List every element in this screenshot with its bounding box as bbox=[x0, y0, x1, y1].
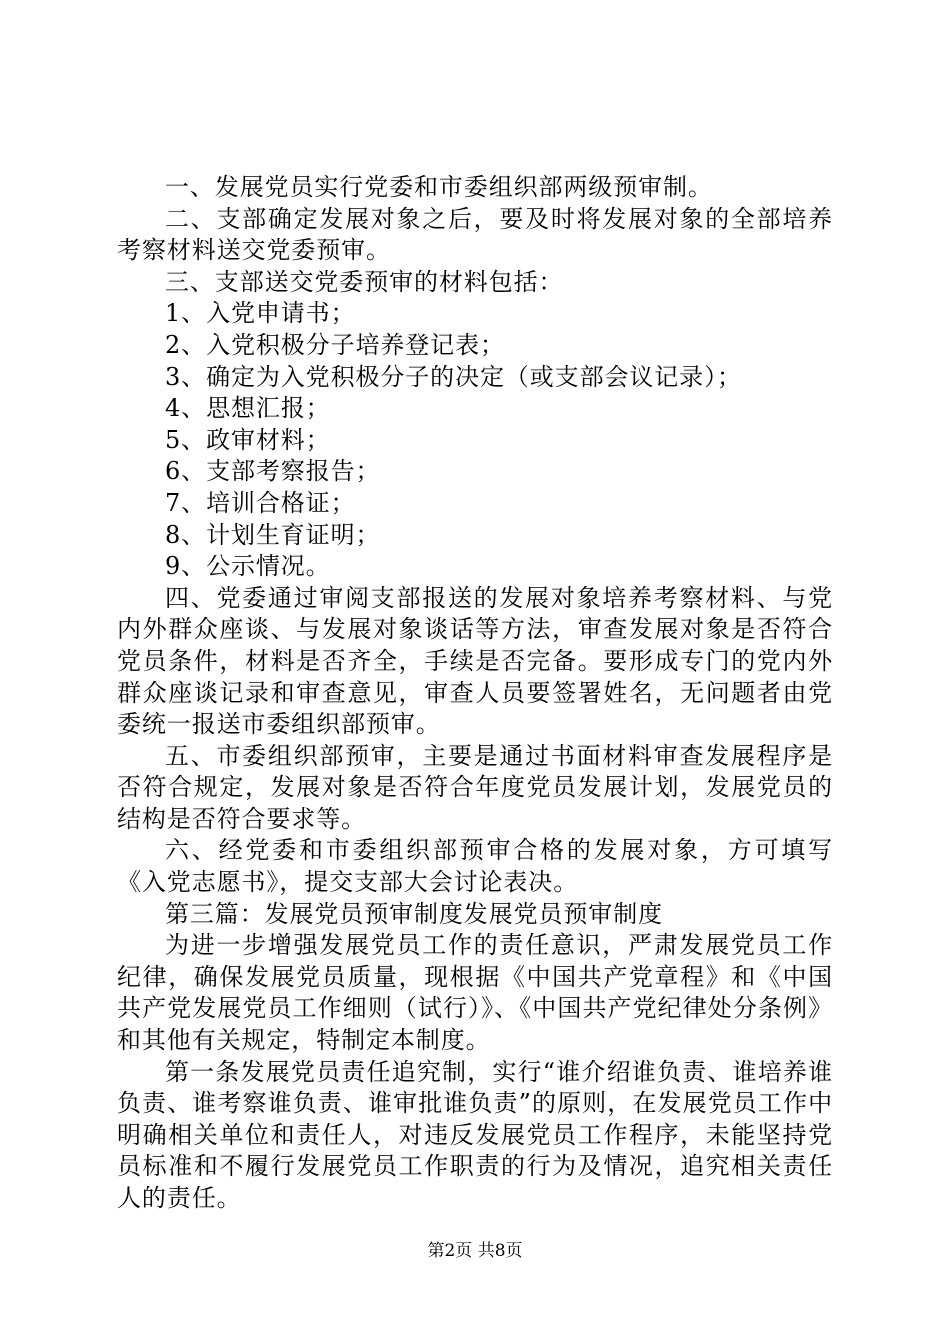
paragraph-2: 二、支部确定发展对象之后，要及时将发展对象的全部培养考察材料送交党委预审。 bbox=[117, 204, 833, 265]
paragraph-3: 三、支部送交党委预审的材料包括： bbox=[165, 267, 564, 296]
list-item-6: 6、支部考察报告； bbox=[165, 457, 381, 486]
paragraph-intro: 为进一步增强发展党员工作的责任意识，严肃发展党员工作纪律，确保发展党员质量，现根据《中国共产党章程》和《中国共产党发展党员工作细则（试行）》、《中国共产党纪律处分条例》和其他有关规定，特制定本制度。 bbox=[117, 931, 833, 1055]
paragraph-1: 一、发展党员实行党委和市委组织部两级预审制。 bbox=[165, 173, 713, 201]
list-item-7: 7、培训合格证； bbox=[165, 488, 356, 517]
list-item-8: 8、计划生育证明； bbox=[165, 520, 381, 549]
list-item-5: 5、政审材料； bbox=[165, 425, 331, 454]
list-item-9: 9、公示情况。 bbox=[165, 552, 331, 581]
paragraph-6: 六、经党委和市委组织部预审合格的发展对象，方可填写《入党志愿书》，提交支部大会讨论表决。 bbox=[117, 836, 833, 897]
list-item-4: 4、思想汇报； bbox=[165, 394, 331, 423]
page-number: 第2页 共8页 bbox=[427, 1241, 523, 1261]
paragraph-4: 四、党委通过审阅支部报送的发展对象培养考察材料、与党内外群众座谈、与发展对象谈话等方法，审查发展对象是否符合党员条件，材料是否齐全，手续是否完备。要形成专门的党内外群众座谈记录和审查意见，审查人员要签署姓名，无问题者由党委统一报送市委组织部预审。 bbox=[117, 583, 833, 739]
list-item-1: 1、入党申请书； bbox=[165, 299, 356, 328]
list-item-3: 3、确定为入党积极分子的决定（或支部会议记录）； bbox=[165, 362, 742, 391]
document-body bbox=[117, 172, 833, 1215]
paragraph-article-1: 第一条发展党员责任追究制，实行“谁介绍谁负责、谁培养谁负责、谁考察谁负责、谁审批谁负责”的原则，在发展党员工作中明确相关单位和责任人，对违反发展党员工作程序，未能坚持党员标准和不履行发展党员工作职责的行为及情况，追究相关责任人的责任。 bbox=[117, 1057, 833, 1212]
section-heading: 第三篇：发展党员预审制度发展党员预审制度 bbox=[165, 899, 663, 928]
paragraph-5: 五、市委组织部预审，主要是通过书面材料审查发展程序是否符合规定，发展对象是否符合年度党员发展计划，发展党员的结构是否符合要求等。 bbox=[117, 741, 833, 833]
list-item-2: 2、入党积极分子培养登记表； bbox=[165, 330, 505, 359]
